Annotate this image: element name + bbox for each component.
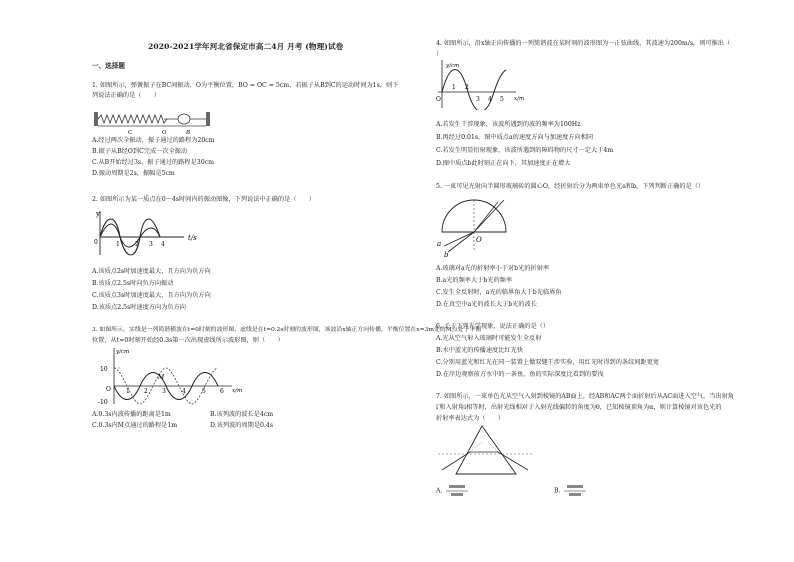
q6-option-d: D.在岸边观察前方水中的一条鱼，鱼的实际深度比看到的要浅 [436,371,604,378]
question-1-text: 1. 如图所示，弹簧振子在BC间振动，O为平衡位置，BO = OC = 5cm，若振子从B到C的运动时间为1s，则下 [92,82,399,89]
spring-oscillator-figure [92,104,212,134]
question-4-text: 4. 如图所示，沿x轴正向传播的一列简谐波在某时刻的波形图为一正弦曲线，其波速为200m/s，则可推出（ [436,40,731,47]
q4-option-d: D.图中质点b此时刻正在向下，其加速度正在增大 [436,160,571,167]
q1-option-c: C.从B开始经过3s，振子通过的路程是30cm [92,159,214,166]
q7-option-a: A. [436,484,470,498]
label-o: O [162,130,167,134]
axis-y: y [96,210,100,218]
svg-text:4: 4 [488,96,492,103]
svg-text:x/m: x/m [232,388,243,394]
q1-option-d: D.振动周期是2s，振幅是5cm [92,170,175,177]
q1-option-b: B.振子从B经O到C完成一次全振动 [92,148,188,155]
q6-option-b: B.水中蓝光的传播速度比红光快 [436,347,523,354]
svg-text:O: O [436,96,441,103]
question-6-text: 6. 关于下列光学现象，说法正确的是（） [436,323,550,330]
svg-text:5: 5 [202,388,206,395]
q1-option-a: A.经过两次全振动，振子通过的路程为20cm [92,137,215,144]
svg-text:5: 5 [500,96,504,103]
question-3-text-cont: 位置，从t=0时刻开始经0.3s第一次出现虚线所示波形图，则（ ） [92,337,284,344]
q2-option-c: C.该质点3s时加速度最大，且方向为负方向 [92,292,211,299]
svg-text:x/m: x/m [514,96,525,102]
svg-text:O: O [476,236,482,244]
svg-text:1: 1 [126,388,130,395]
svg-text:y/cm: y/cm [116,349,130,355]
svg-text:1: 1 [452,84,456,91]
svg-text:4: 4 [161,241,165,248]
sine-wave-figure [434,58,534,110]
page-title: 2020-2021学年河北省保定市高二4月 月考 (物理)试卷 [148,42,344,51]
fraction-formula-a-icon [444,484,470,498]
svg-text:a: a [437,240,442,248]
svg-text:2: 2 [135,241,139,248]
q7-option-b: B. [554,484,588,498]
svg-text:3: 3 [476,96,480,103]
svg-text:10: 10 [100,366,108,373]
question-7-text-cont2: 折射率表达式为（ ） [436,415,505,422]
q4-option-b: B.再经过0.01s，图中质点a的速度方向与加速度方向相同 [436,134,594,141]
origin: 0 [94,239,98,246]
q6-option-a: A.光从空气射入玻璃时可能发生全反射 [436,335,542,342]
svg-text:6: 6 [220,388,224,395]
q3-option-d: D.该列波的周期是0.4s [210,422,274,429]
question-2-text: 2. 如图所示为某一质点在0～4s时间内的振动图像，下列说法中正确的是（ ） [92,196,316,203]
q4-option-a: A.若发生干涉现象，该波所遇到的波的频率为100Hz [436,121,581,128]
svg-text:2: 2 [144,388,148,395]
label-b: B [186,130,191,134]
svg-text:3: 3 [149,241,153,248]
fraction-formula-b-icon [562,484,588,498]
svg-text:y/cm: y/cm [446,63,460,69]
svg-text:O: O [106,386,111,393]
svg-text:-10: -10 [98,399,108,406]
q2-option-d: D.该质点2.5s时速度方向为负方向 [92,304,186,311]
section-heading: 一、选择题 [92,62,125,70]
wave-graph-figure [92,346,252,406]
point-m: M [158,374,165,381]
axis-t: t/s [188,234,197,242]
question-7-text-cont: i′和入射角i相等时，出射光线相对于入射光线偏转的角度为θ，已知棱镜顶角为α，则计算棱镜对该色光的 [436,404,722,411]
q2-option-a: A.该质点2s时加速度最大，且方向为负方向 [92,268,211,275]
question-3-text: 3. 如图所示，实线是一列简谐横波在t=0时刻的波形图，虚线是在t=0.2s时刻的波形图，该波沿x轴正方向传播，平衡位置在x=3m处的M点处于平衡 [92,327,482,333]
vibration-graph-figure [92,207,202,259]
q5-option-d: D.在真空中a光的波长大于b光的波长 [436,301,537,308]
q3-option-c: C.0.3s内M点通过的路程是1m [92,422,178,429]
question-4-text-cont: ） [436,51,443,58]
question-5-text: 5. 一束可见光射向半圆形玻璃砖的圆心O，经折射后分为两束单色光a和b，下列判断正确的是（） [436,183,705,190]
svg-text:3: 3 [162,388,166,395]
q3-option-a: A.0.3s内波传播的距离是1m [92,411,171,418]
question-7-text: 7. 如图所示，一束单色光从空气入射到棱镜的AB面上，经AB和AC两个面折射后从AC面进入空气，当出射角 [436,393,734,400]
svg-text:1: 1 [116,241,120,248]
q2-option-b: B.该质点2.5s时向负方向振动 [92,280,174,287]
svg-text:4: 4 [182,388,186,395]
svg-text:2: 2 [465,84,469,91]
q5-option-a: A.玻璃对a光的折射率小于对b光的折射率 [436,265,550,272]
q5-option-c: C.发生全反射时，a光的临界角大于b光临界角 [436,289,562,296]
semicircle-glass-figure [434,196,524,258]
q3-option-b: B.该列波的波长是4cm [210,411,274,418]
question-1-text-cont: 列说法正确的是（ ） [92,92,161,99]
q5-option-b: B.a光的频率大于b光的频率 [436,277,513,284]
q6-option-c: C.分别用蓝光和红光在同一装置上做双缝干涉实验，用红光时得到的条纹间距更宽 [436,359,660,366]
q4-option-c: C.若发生明显衍射现象，该波所遇到的障碍物的尺寸一定大于4m [436,147,614,154]
svg-text:b: b [444,251,449,258]
label-c: C [128,130,133,134]
prism-figure [436,424,536,476]
